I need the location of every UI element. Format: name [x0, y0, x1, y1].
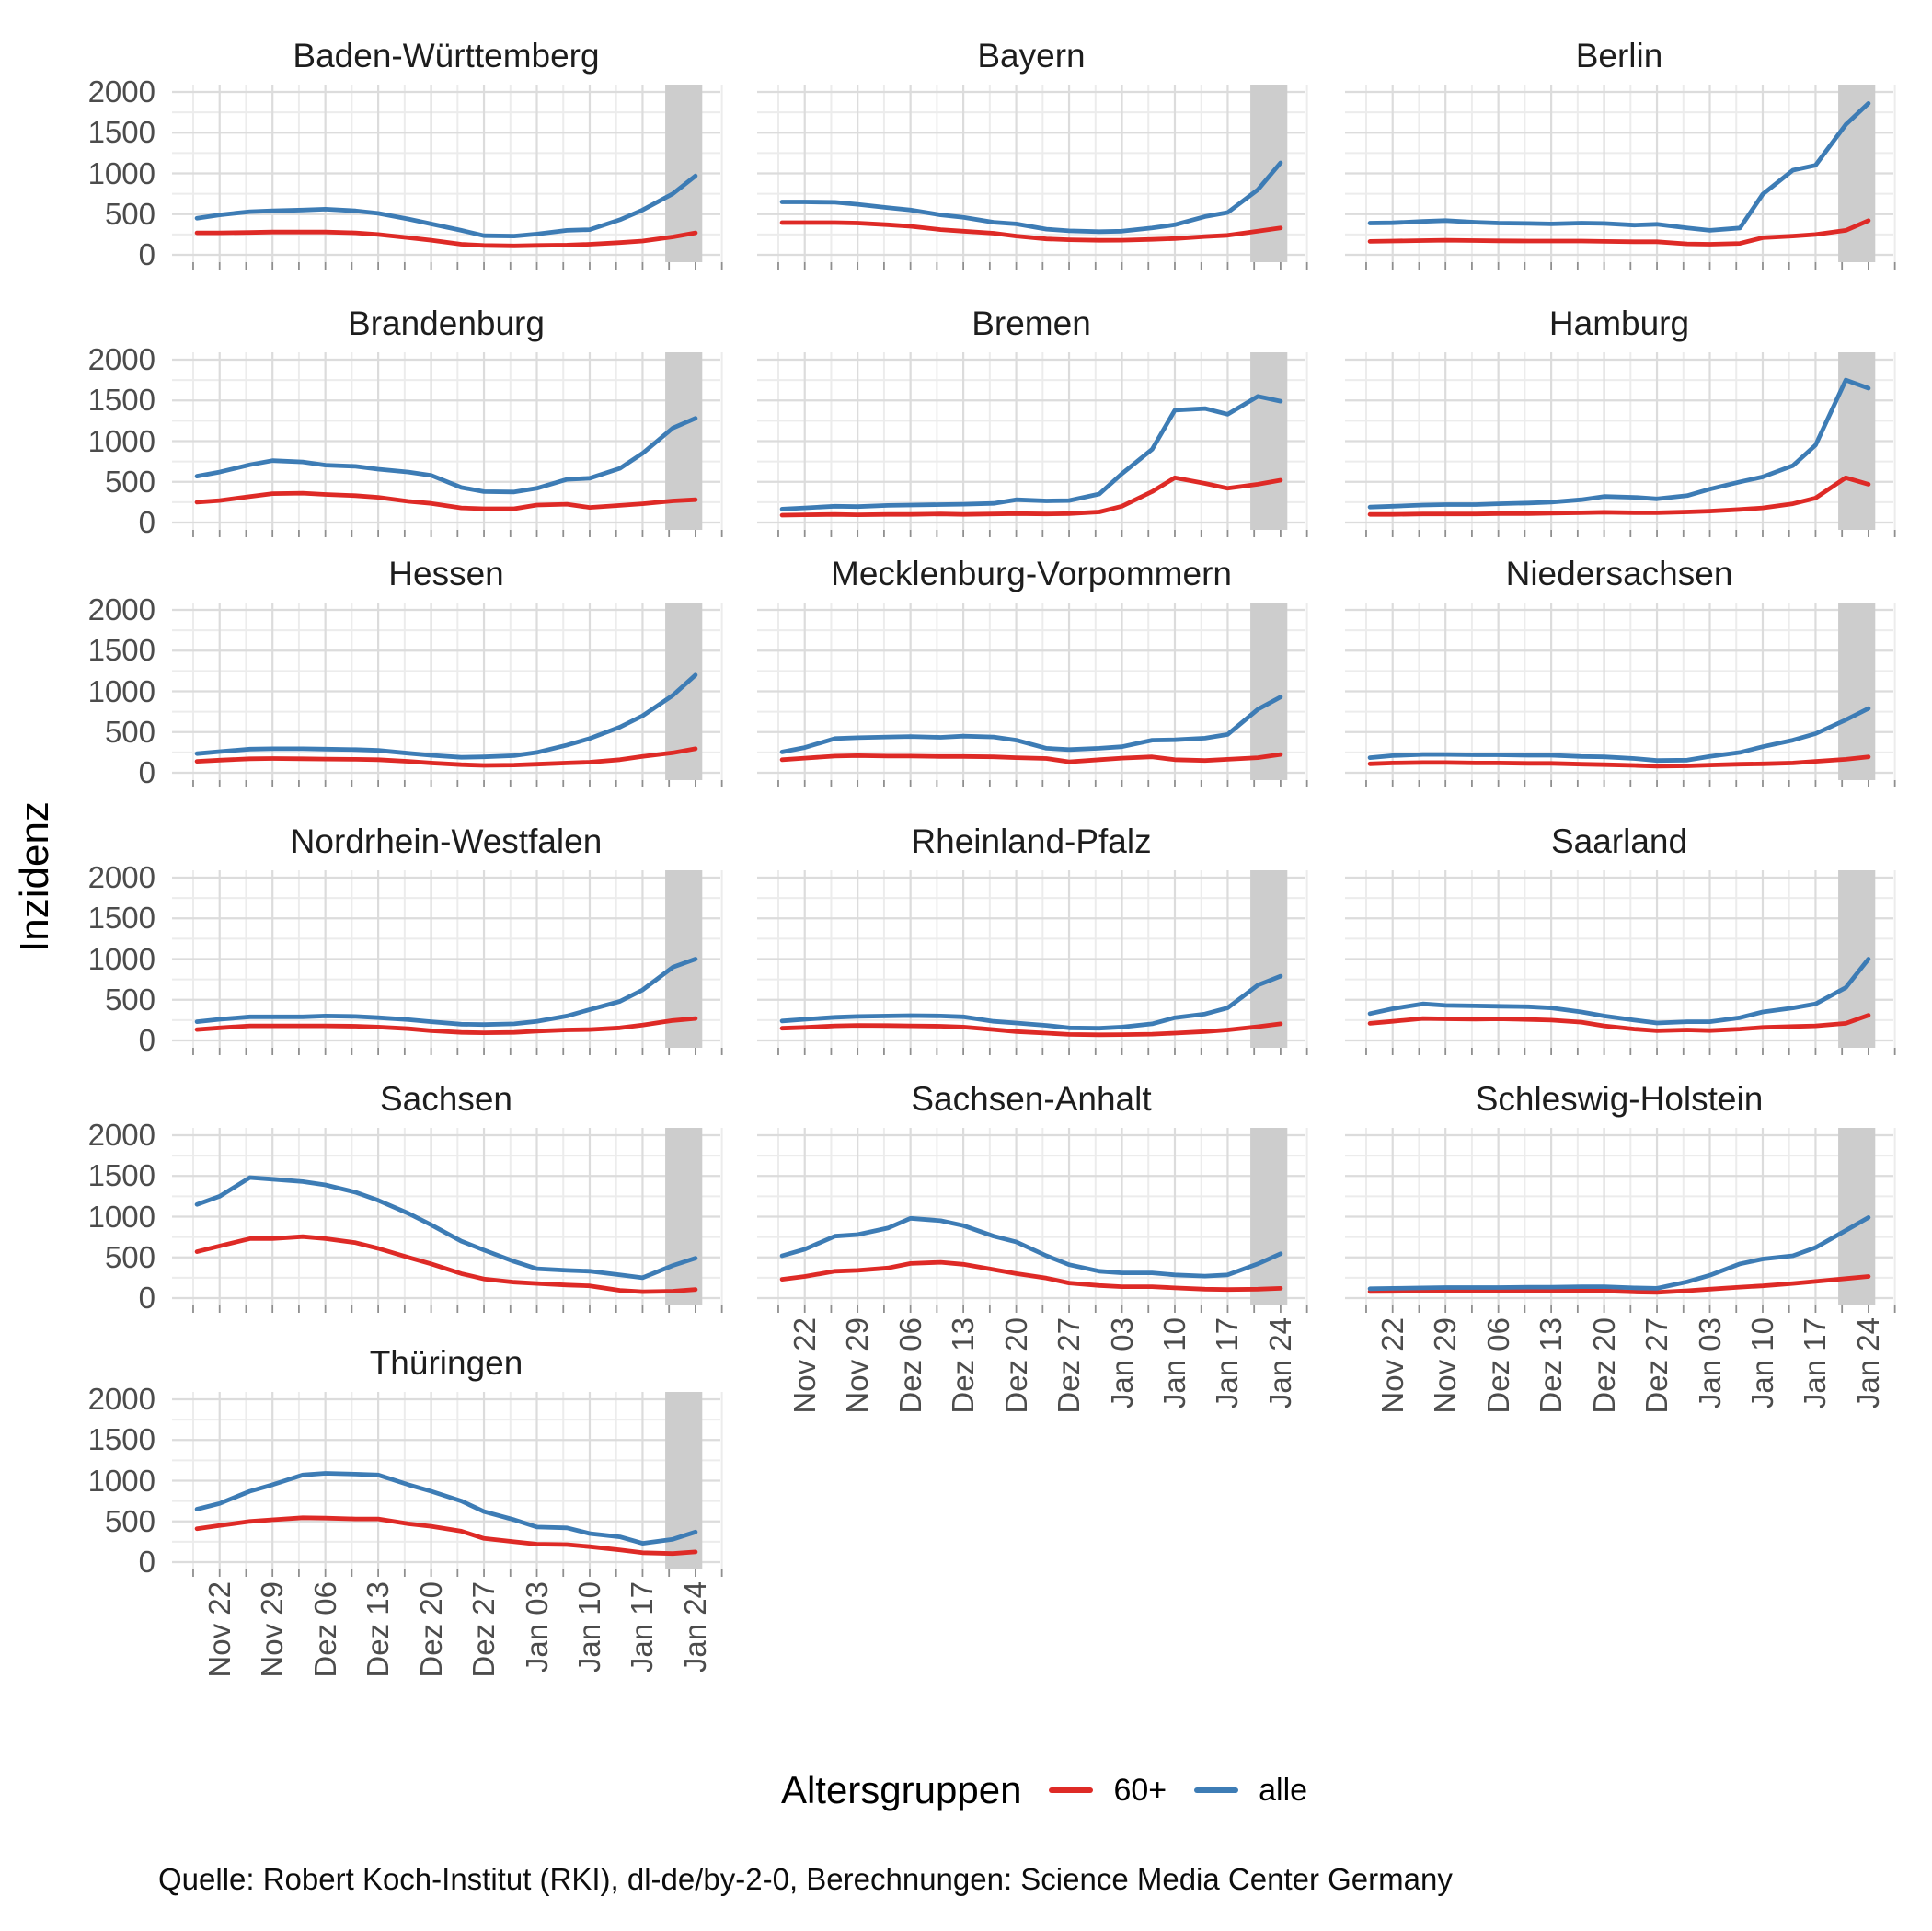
facet-panel	[757, 1128, 1305, 1315]
x-tick-marks	[778, 1305, 1307, 1313]
x-tick-label: Dez 13	[1534, 1317, 1569, 1414]
facet-panel	[1345, 870, 1893, 1057]
x-tick-marks	[1366, 262, 1895, 270]
y-tick-label: 2000	[87, 1118, 155, 1152]
facet-panel	[1345, 1128, 1893, 1315]
facet-title: Rheinland-Pfalz	[911, 822, 1152, 860]
legend-item	[1049, 1773, 1167, 1809]
x-tick-label: Nov 22	[787, 1317, 822, 1414]
y-tick-label: 500	[104, 714, 155, 749]
y-tick-label: 1000	[87, 941, 155, 976]
x-tick-label: Dez 06	[1480, 1317, 1515, 1414]
y-tick-label: 1000	[87, 423, 155, 458]
x-tick-label: Dez 13	[361, 1581, 396, 1678]
y-tick-label: 500	[104, 1239, 155, 1274]
source-caption: Quelle: Robert Koch-Institut (RKI), dl-de/by-2-0, Berechnungen: Science Media Center Germany	[158, 1862, 1453, 1896]
x-tick-marks	[193, 1569, 722, 1577]
x-tick-label: Jan 03	[1104, 1317, 1139, 1409]
legend	[156, 1768, 1932, 1812]
y-tick-label: 500	[104, 982, 155, 1017]
y-tick-label: 2000	[87, 592, 155, 626]
y-tick-label: 1000	[87, 155, 155, 190]
x-tick-label: Jan 24	[1850, 1317, 1885, 1409]
y-tick-label: 0	[138, 505, 155, 539]
x-tick-marks	[193, 262, 722, 270]
facet-title: Hamburg	[1548, 305, 1690, 342]
y-tick-label: 1500	[87, 1158, 155, 1193]
y-tick-label: 500	[104, 464, 155, 499]
legend-item	[1194, 1773, 1307, 1809]
x-tick-marks	[193, 1048, 722, 1055]
gridlines-major	[172, 85, 720, 262]
y-tick-label: 1500	[87, 383, 155, 418]
x-tick-marks	[778, 1048, 1307, 1055]
x-tick-marks	[193, 780, 722, 787]
facet-title: Nordrhein-Westfalen	[290, 822, 603, 860]
y-tick-label: 500	[104, 196, 155, 231]
facet-title: Baden-Württemberg	[293, 37, 600, 75]
x-tick-label: Dez 06	[892, 1317, 927, 1414]
y-tick-label: 1500	[87, 633, 155, 668]
x-tick-marks	[1366, 530, 1895, 537]
x-tick-label: Dez 27	[1639, 1317, 1674, 1414]
facet-title: Brandenburg	[348, 305, 545, 342]
x-tick-label: Jan 10	[1156, 1317, 1191, 1409]
x-tick-label: Jan 17	[1210, 1317, 1245, 1409]
facet-title: Sachsen-Anhalt	[911, 1080, 1152, 1118]
x-tick-label: Jan 10	[571, 1581, 606, 1673]
gridlines-major	[757, 870, 1305, 1048]
facet-panel	[172, 603, 720, 789]
recent-data-band	[1250, 352, 1287, 530]
x-tick-label: Dez 06	[307, 1581, 342, 1678]
facet-title: Bayern	[977, 37, 1086, 75]
y-tick-label: 500	[104, 1503, 155, 1538]
y-axis-title: Inzidenz	[12, 801, 57, 952]
recent-data-band	[1250, 1128, 1287, 1305]
facet-title: Berlin	[1575, 37, 1663, 75]
y-tick-label: 0	[138, 1023, 155, 1057]
facet-title: Mecklenburg-Vorpommern	[831, 555, 1232, 592]
x-tick-label: Nov 22	[201, 1581, 236, 1678]
x-tick-marks	[1366, 1048, 1895, 1055]
gridlines-major	[1345, 1128, 1893, 1305]
x-tick-marks	[778, 780, 1307, 787]
legend-item-label: 60+	[1113, 1772, 1167, 1808]
legend-line-swatch	[1049, 1787, 1093, 1793]
x-tick-marks	[1366, 780, 1895, 787]
facet-title: Saarland	[1550, 822, 1688, 860]
x-tick-label: Jan 24	[1262, 1317, 1297, 1409]
y-tick-label: 1000	[87, 1199, 155, 1234]
y-tick-label: 0	[138, 1545, 155, 1579]
gridlines-major	[757, 352, 1305, 530]
x-tick-marks	[1366, 1305, 1895, 1313]
facet-panel	[172, 352, 720, 539]
facet-title: Niedersachsen	[1505, 555, 1733, 592]
x-tick-label: Jan 24	[677, 1581, 712, 1673]
x-tick-label: Jan 10	[1744, 1317, 1779, 1409]
x-tick-label: Jan 17	[625, 1581, 660, 1673]
recent-data-band	[665, 1128, 702, 1305]
facet-panel	[172, 1392, 720, 1579]
facet-panel	[757, 85, 1305, 271]
facet-panel	[172, 85, 720, 271]
x-tick-label: Jan 17	[1798, 1317, 1833, 1409]
y-tick-label: 1000	[87, 673, 155, 708]
y-tick-label: 2000	[87, 1382, 155, 1416]
facet-panel	[757, 352, 1305, 539]
facet-panel	[172, 870, 720, 1057]
facet-panel	[1345, 603, 1893, 789]
facet-panel	[1345, 85, 1893, 271]
facet-title: Hessen	[388, 555, 504, 592]
recent-data-band	[1250, 870, 1287, 1048]
legend-title: Altersgruppen	[780, 1768, 1022, 1811]
facet-panel	[172, 1128, 720, 1315]
x-tick-marks	[778, 262, 1307, 270]
y-tick-label: 1500	[87, 1422, 155, 1457]
facet-panel	[757, 870, 1305, 1057]
legend-line-swatch	[1194, 1787, 1238, 1793]
y-tick-label: 0	[138, 1281, 155, 1315]
x-tick-label: Dez 13	[946, 1317, 981, 1414]
x-tick-label: Dez 20	[998, 1317, 1033, 1414]
x-tick-label: Jan 03	[1692, 1317, 1727, 1409]
gridlines-major	[1345, 870, 1893, 1048]
recent-data-band	[1838, 85, 1875, 262]
gridlines-major	[172, 603, 720, 780]
x-tick-marks	[778, 530, 1307, 537]
y-tick-label: 1500	[87, 115, 155, 150]
facet-panel	[1345, 352, 1893, 539]
x-tick-marks	[193, 530, 722, 537]
x-tick-label: Dez 27	[466, 1581, 501, 1678]
x-tick-label: Nov 22	[1374, 1317, 1409, 1414]
legend-item-label: alle	[1259, 1772, 1308, 1808]
facet-title: Schleswig-Holstein	[1475, 1080, 1764, 1118]
x-tick-marks	[193, 1305, 722, 1313]
y-tick-label: 1500	[87, 901, 155, 936]
recent-data-band	[1838, 603, 1875, 780]
x-tick-label: Dez 20	[413, 1581, 448, 1678]
y-tick-label: 1000	[87, 1463, 155, 1498]
y-tick-label: 2000	[87, 860, 155, 894]
x-tick-label: Nov 29	[255, 1581, 290, 1678]
x-tick-label: Nov 29	[1428, 1317, 1463, 1414]
gridlines-major	[757, 603, 1305, 780]
y-tick-label: 0	[138, 237, 155, 271]
facet-panel	[757, 603, 1305, 789]
facet-title: Thüringen	[369, 1344, 523, 1382]
recent-data-band	[665, 1392, 702, 1569]
facet-title: Sachsen	[380, 1080, 512, 1118]
gridlines-major	[757, 1128, 1305, 1305]
facet-title: Bremen	[972, 305, 1091, 342]
x-tick-label: Dez 27	[1052, 1317, 1087, 1414]
y-tick-label: 2000	[87, 75, 155, 109]
y-tick-label: 2000	[87, 342, 155, 376]
y-tick-label: 0	[138, 755, 155, 789]
x-tick-label: Jan 03	[519, 1581, 554, 1673]
x-tick-label: Dez 20	[1586, 1317, 1621, 1414]
x-tick-label: Nov 29	[840, 1317, 875, 1414]
recent-data-band	[1838, 352, 1875, 530]
